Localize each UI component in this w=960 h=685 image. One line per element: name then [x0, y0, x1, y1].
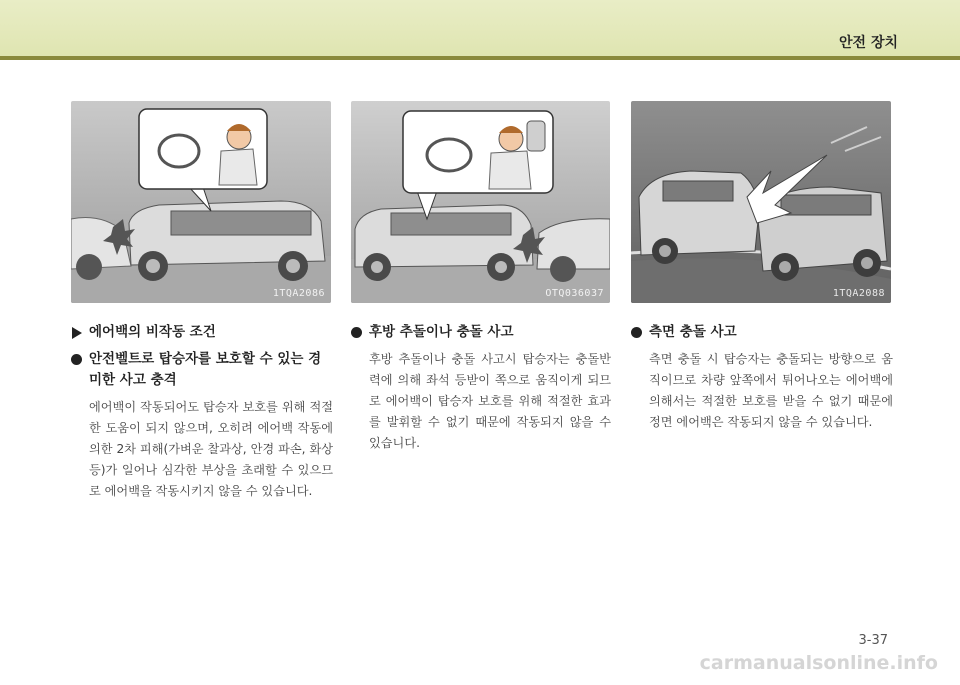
column-non-deployment-conditions: [71, 322, 333, 502]
subheading-minor-impact: 안전벨트로 탑승자를 보호할 수 있는 경미한 사고 충격: [71, 349, 333, 391]
figure-code: OTQ036037: [545, 288, 604, 299]
figure-3-illustration: [631, 101, 891, 303]
figure-code: 1TQA2086: [272, 288, 325, 299]
body-rear-collision: 후방 추돌이나 충돌 사고시 탑승자는 충돌반력에 의해 좌석 등받이 쪽으로 움직이게 되므로 에어백이 탑승자 보호를 위해 적절한 효과를 발휘할 수 없기 때문에 작동되지 않을 수 있습니다.: [369, 352, 611, 450]
page-number: 3-37: [858, 633, 888, 648]
figure-side-collision: [631, 101, 891, 303]
header-band: [0, 0, 960, 56]
watermark: carmanualsonline.info: [699, 652, 938, 674]
figure-1-illustration: [71, 101, 331, 303]
heading-rear-collision: 후방 추돌이나 충돌 사고: [351, 322, 611, 343]
figure-2-illustration: [351, 101, 610, 303]
column-rear-collision: [351, 322, 611, 454]
header-rule: [0, 56, 960, 60]
body-minor-impact: 에어백이 작동되어도 탑승자 보호를 위해 적절한 도움이 되지 않으며, 오히려 에어백 작동에 의한 2차 피해(가벼운 찰과상, 안경 파손, 화상 등)가 일어나 심각한 부상을 초래할 수 있으므로 에어백을 작동시키지 않을 수 있습니다.: [89, 400, 333, 498]
figure-rear-collision-minor: [71, 101, 331, 303]
figure-rear-collision: [351, 101, 610, 303]
column-side-collision: [631, 322, 893, 433]
heading-side-collision: 측면 충돌 사고: [631, 322, 893, 343]
body-side-collision: 측면 충돌 시 탑승자는 충돌되는 방향으로 움직이므로 차량 앞쪽에서 튀어나오는 에어백에 의해서는 적절한 보호를 받을 수 없기 때문에 정면 에어백은 작동되지 않을 수 있습니다.: [649, 352, 893, 429]
heading-non-deployment: 에어백의 비작동 조건: [71, 322, 333, 343]
figure-code: 1TQA2088: [832, 288, 885, 299]
section-title: 안전 장치: [839, 35, 898, 51]
